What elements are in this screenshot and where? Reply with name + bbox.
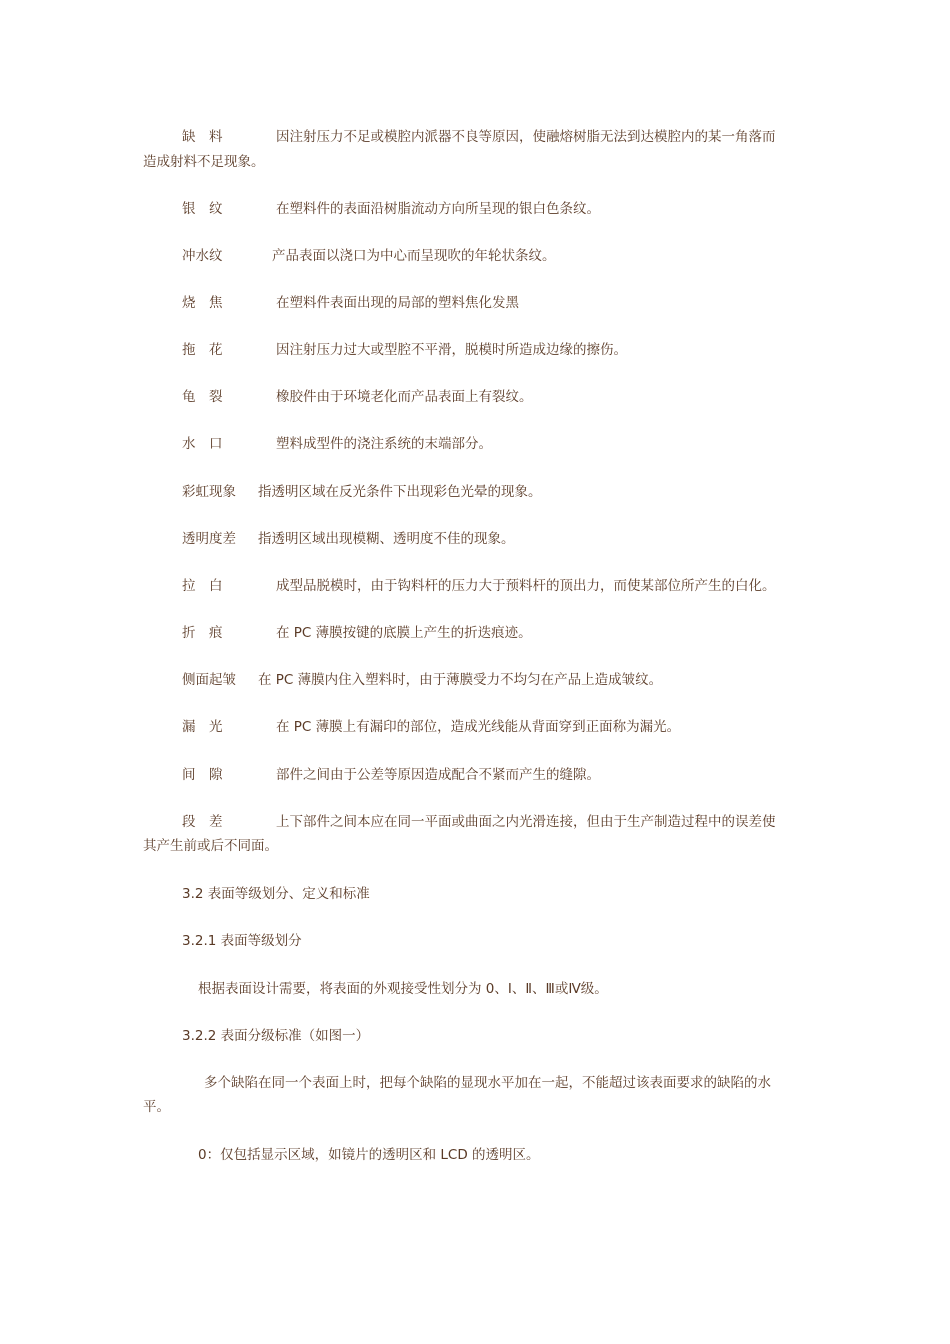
glossary-term: 透明度差 — [182, 531, 236, 547]
glossary-term: 拉 白 — [182, 578, 223, 594]
glossary-definition: 在塑料件表面出现的局部的塑料焦化发黑 — [276, 295, 519, 311]
glossary-definition: 塑料成型件的浇注系统的末端部分。 — [276, 436, 492, 452]
glossary-term: 水 口 — [182, 436, 223, 452]
glossary-definition-continuation: 其产生前或后不同面。 — [143, 838, 278, 854]
section-heading: 3.2 表面等级划分、定义和标准 — [182, 886, 370, 902]
glossary-definition: 指透明区域在反光条件下出现彩色光晕的现象。 — [258, 484, 542, 500]
glossary-definition: 在 PC 薄膜内住入塑料时，由于薄膜受力不均匀在产品上造成皱纹。 — [258, 672, 663, 688]
glossary-term: 拖 花 — [182, 342, 223, 358]
glossary-term: 彩虹现象 — [182, 484, 236, 500]
glossary-term: 折 痕 — [182, 625, 223, 641]
glossary-definition: 在 PC 薄膜上有漏印的部位，造成光线能从背面穿到正面称为漏光。 — [276, 719, 681, 735]
glossary-definition: 在塑料件的表面沿树脂流动方向所呈现的银白色条纹。 — [276, 201, 600, 217]
glossary-definition: 上下部件之间本应在同一平面或曲面之内光滑连接，但由于生产制造过程中的误差使 — [276, 814, 776, 830]
glossary-term: 银 纹 — [182, 201, 223, 217]
glossary-definition: 橡胶件由于环境老化而产品表面上有裂纹。 — [276, 389, 533, 405]
glossary-term: 侧面起皱 — [182, 672, 236, 688]
subsection-heading: 3.2.1 表面等级划分 — [182, 933, 302, 949]
glossary-term: 缺 料 — [182, 129, 223, 145]
glossary-definition: 部件之间由于公差等原因造成配合不紧而产生的缝隙。 — [276, 767, 600, 783]
glossary-definition-continuation: 造成射料不足现象。 — [143, 154, 265, 170]
glossary-definition: 因注射压力过大或型腔不平滑，脱模时所造成边缘的擦伤。 — [276, 342, 627, 358]
grade-definition: 0：仅包括显示区域，如镜片的透明区和 LCD 的透明区。 — [198, 1147, 540, 1163]
glossary-term: 段 差 — [182, 814, 223, 830]
glossary-term: 间 隙 — [182, 767, 223, 783]
paragraph: 多个缺陷在同一个表面上时，把每个缺陷的显现水平加在一起，不能超过该表面要求的缺陷的水 — [204, 1075, 771, 1091]
paragraph: 根据表面设计需要，将表面的外观接受性划分为 0、Ⅰ、Ⅱ、Ⅲ或Ⅳ级。 — [198, 981, 608, 997]
glossary-term: 龟 裂 — [182, 389, 223, 405]
glossary-term: 冲水纹 — [182, 248, 223, 264]
glossary-definition: 因注射压力不足或模腔内派器不良等原因，使融熔树脂无法到达模腔内的某一角落而 — [276, 129, 776, 145]
subsection-heading: 3.2.2 表面分级标准（如图一） — [182, 1028, 370, 1044]
paragraph-continuation: 平。 — [143, 1099, 170, 1115]
glossary-definition: 产品表面以浇口为中心而呈现吹的年轮状条纹。 — [272, 248, 556, 264]
glossary-definition: 指透明区域出现模糊、透明度不佳的现象。 — [258, 531, 515, 547]
glossary-definition: 成型品脱模时，由于钩料杆的压力大于预料杆的顶出力，而使某部位所产生的白化。 — [276, 578, 776, 594]
glossary-term: 漏 光 — [182, 719, 223, 735]
glossary-term: 烧 焦 — [182, 295, 223, 311]
glossary-definition: 在 PC 薄膜按键的底膜上产生的折迭痕迹。 — [276, 625, 532, 641]
